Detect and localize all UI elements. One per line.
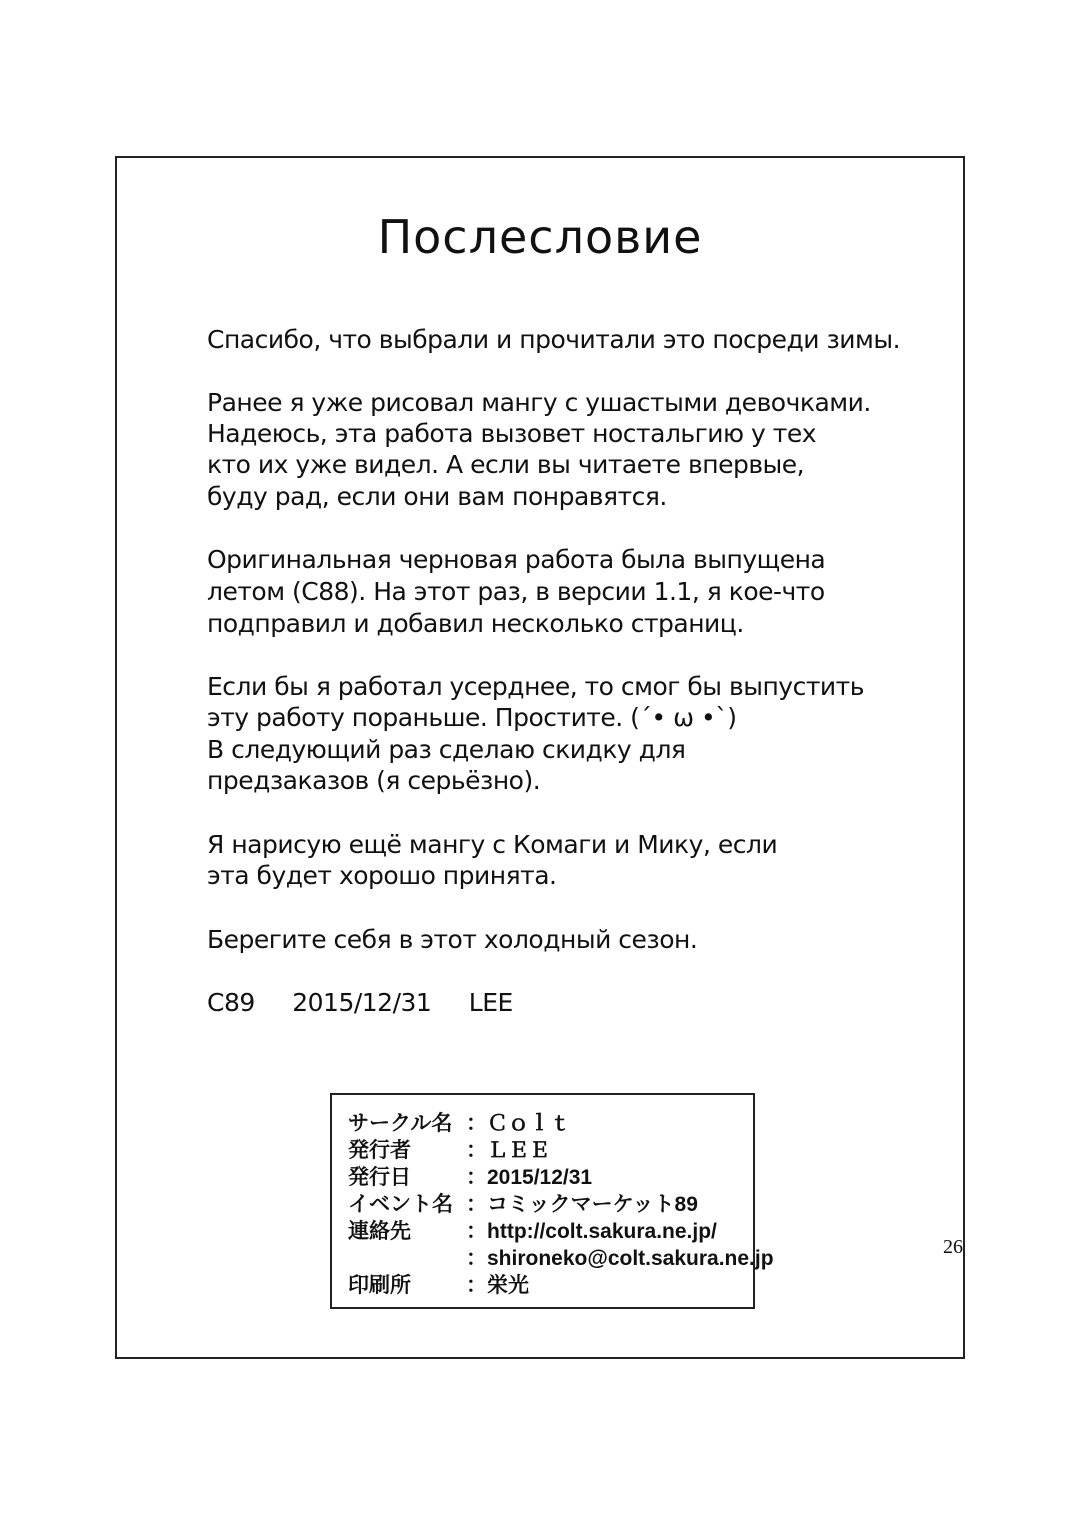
- colophon-row: [348, 1269, 529, 1299]
- colophon-value: ：コミックマーケット89: [466, 1193, 698, 1216]
- colophon-value: ：ＬＥＥ: [466, 1139, 550, 1162]
- colophon-row: [348, 1107, 571, 1137]
- colophon-row: [348, 1134, 550, 1164]
- colophon-key: 連絡先: [348, 1220, 411, 1243]
- text-line: Если бы я работал усерднее, то смог бы выпустить: [207, 672, 864, 701]
- colophon-row: [348, 1215, 717, 1245]
- signature-author: LEE: [468, 988, 513, 1017]
- text-line: подправил и добавил несколько страниц.: [207, 609, 744, 638]
- signature-date: 2015/12/31: [292, 988, 432, 1017]
- colophon-box: [330, 1093, 774, 1309]
- text-line: предзаказов (я серьёзно).: [207, 766, 541, 795]
- signature-event: C89: [207, 988, 255, 1017]
- colophon-value: ：2015/12/31: [466, 1166, 593, 1189]
- colophon-value: ：Ｃｏｌｔ: [466, 1112, 571, 1135]
- text-line: Берегите себя в этот холодный сезон.: [207, 925, 698, 954]
- text-line: Спасибо, что выбрали и прочитали это посреди зимы.: [207, 325, 901, 354]
- colophon-key: サークル名: [348, 1112, 453, 1135]
- signature: [207, 988, 543, 1017]
- colophon-key: 発行日: [348, 1166, 411, 1189]
- colophon-value: ：http://colt.sakura.ne.jp/: [466, 1220, 717, 1243]
- text-line: Оригинальная черновая работа была выпущена: [207, 545, 826, 574]
- colophon-key: 発行者: [348, 1139, 411, 1162]
- text-line: кто их уже видел. А если вы читаете впервые,: [207, 450, 805, 479]
- colophon-key: 印刷所: [348, 1274, 411, 1297]
- colophon-value: ：shironeko@colt.sakura.ne.jp: [466, 1247, 774, 1270]
- text-line: Надеюсь, эта работа вызовет ностальгию у тех: [207, 419, 817, 448]
- page-title: Послесловие: [377, 210, 703, 264]
- colophon-row: [348, 1188, 698, 1218]
- text-line: летом (C88). На этот раз, в версии 1.1, я кое-что: [207, 577, 825, 606]
- text-line: эту работу пораньше. Простите. (´• ω •`): [207, 703, 737, 732]
- colophon-row: [348, 1242, 774, 1272]
- colophon-key: イベント名: [348, 1193, 453, 1216]
- text-line: Ранее я уже рисовал мангу с ушастыми девочками.: [207, 388, 871, 417]
- page-number: 26: [943, 1236, 963, 1258]
- text-line: буду рад, если они вам понравятся.: [207, 482, 667, 511]
- colophon-row: [348, 1161, 592, 1191]
- text-line: эта будет хорошо принята.: [207, 861, 557, 890]
- text-line: В следующий раз сделаю скидку для: [207, 735, 686, 764]
- text-line: Я нарисую ещё мангу с Комаги и Мику, если: [207, 830, 778, 859]
- colophon-value: ：栄光: [466, 1274, 529, 1297]
